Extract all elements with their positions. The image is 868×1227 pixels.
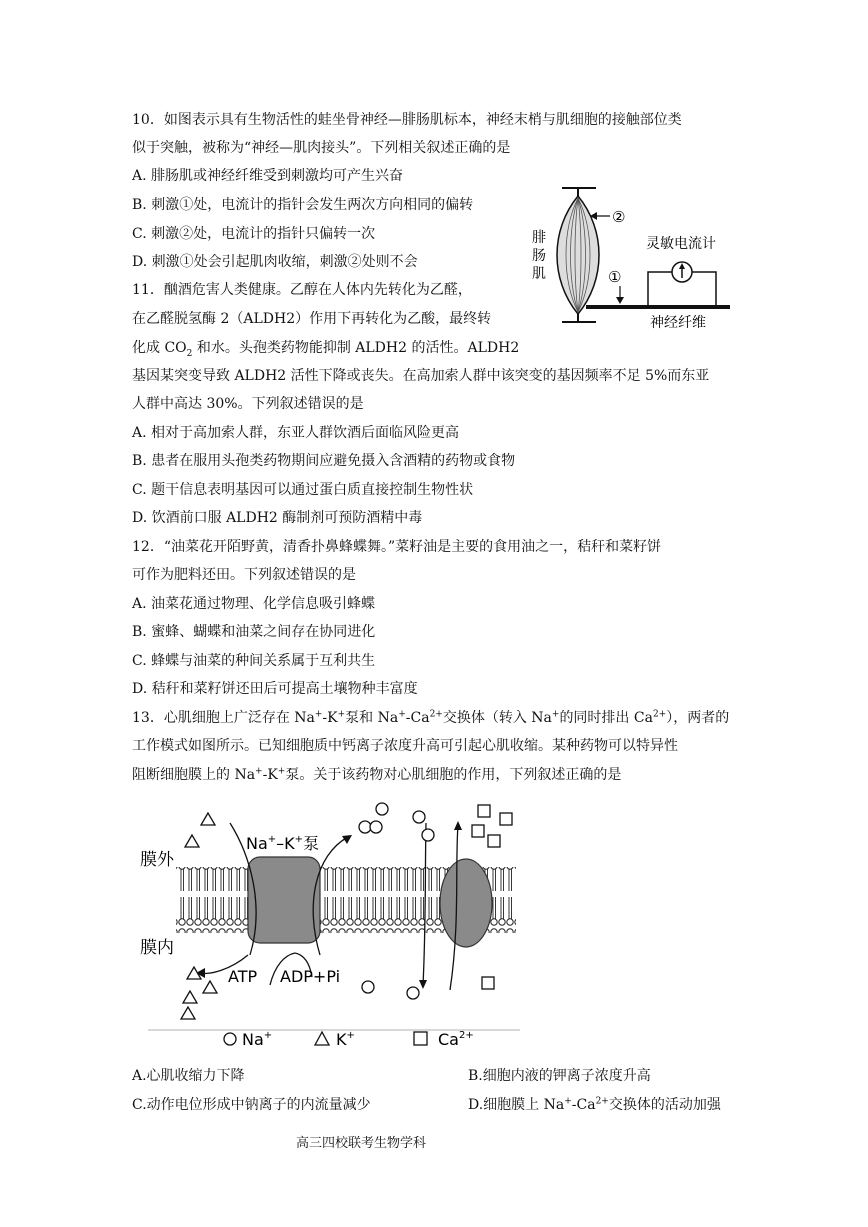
- membrane-transport-figure: [130, 795, 530, 1060]
- q13-stem-line2: 工作模式如图所示。已知细胞质中钙离子浓度升高可引起心肌收缩。某种药物可以特异性: [132, 738, 678, 754]
- q10-option-d: D. 刺激①处会引起肌肉收缩，刺激②处则不会: [132, 254, 418, 270]
- q11-stem-line2: 在乙醛脱氢酶 2（ALDH2）作用下再转化为乙酸，最终转: [132, 311, 492, 327]
- ca-ion-inside: [482, 977, 494, 989]
- legend-na-icon: [224, 1033, 236, 1045]
- legend-k-label: K+: [336, 1030, 355, 1049]
- q13-option-c: C.动作电位形成中钠离子的内流量减少: [132, 1097, 371, 1113]
- q10-option-c: C. 刺激②处，电流计的指针只偏转一次: [132, 226, 376, 242]
- nerve-fiber-label: 神经纤维: [650, 315, 706, 330]
- stimulus-point-1: ①: [608, 268, 622, 286]
- legend: [224, 1030, 474, 1049]
- q13-option-d: D.细胞膜上 $Na^+-Ca^{2+}$交换体的活动加强: [468, 1096, 721, 1113]
- q11-stem-line1: 11．酗酒危害人类健康。乙醇在人体内先转化为乙醛，: [132, 282, 472, 298]
- na-ca-exchanger: [440, 859, 492, 947]
- q12-option-d: D. 秸秆和菜籽饼还田后可提高土壤物种丰富度: [132, 681, 418, 697]
- q11-stem-line5: 人群中高达 30%。下列叙述错误的是: [132, 396, 364, 412]
- q12-option-b: B. 蜜蜂、蝴蝶和油菜之间存在协同进化: [132, 624, 376, 640]
- q11-option-c: C. 题干信息表明基因可以通过蛋白质直接控制生物性状: [132, 482, 474, 498]
- ca-ion-outside: [472, 805, 512, 847]
- q12-option-c: C. 蜂蝶与油菜的种间关系属于互利共生: [132, 653, 376, 669]
- q10-option-b: B. 刺激①处，电流计的指针会发生两次方向相同的偏转: [132, 197, 474, 213]
- adp-pi-label: ADP+Pi: [280, 967, 341, 986]
- muscle-shape: [557, 196, 599, 314]
- legend-k-icon: [315, 1032, 329, 1045]
- nerve-muscle-figure: [520, 180, 740, 330]
- galvanometer-icon: [672, 262, 692, 282]
- na-k-pump-label: Na+–K+泵: [246, 834, 320, 853]
- q11-stem-line3: 化成 $CO_2$ 和水。头孢类药物能抑制 ALDH2 的活性。ALDH2: [132, 340, 520, 359]
- q11-option-d: D. 饮酒前口服 ALDH2 酶制剂可预防酒精中毒: [132, 510, 423, 526]
- q10-stem-line1: 10．如图表示具有生物活性的蛙坐骨神经—腓肠肌标本，神经末梢与肌细胞的接触部位类: [132, 112, 682, 128]
- legend-na-label: Na+: [242, 1030, 273, 1049]
- galvanometer-label: 灵敏电流计: [646, 236, 716, 252]
- na-k-pump: [248, 857, 320, 943]
- q11-stem-line4: 基因某突变导致 ALDH2 活性下降或丧失。在高加索人群中该突变的基因频率不足 5%而东亚: [132, 368, 710, 384]
- k-ion-outside: [185, 813, 215, 847]
- inside-membrane-label: 膜内: [140, 938, 174, 958]
- na-ion-inside: [362, 981, 419, 999]
- q10-option-a: A. 腓肠肌或神经纤维受到刺激均可产生兴奋: [132, 168, 404, 184]
- q11-option-a: A. 相对于高加索人群，东亚人群饮酒后面临风险更高: [132, 425, 460, 441]
- na-ion-outside: [359, 803, 434, 841]
- k-ion-inside: [181, 967, 217, 1019]
- muscle-label-3: 肌: [532, 266, 546, 282]
- page-footer: 高三四校联考生物学科: [296, 1136, 427, 1151]
- q12-stem-line2: 可作为肥料还田。下列叙述错误的是: [132, 567, 356, 583]
- stimulus-point-2: ②: [612, 208, 626, 226]
- atp-label: ATP: [228, 967, 258, 986]
- q13-option-a: A.心肌收缩力下降: [132, 1068, 245, 1084]
- outside-membrane-label: 膜外: [140, 850, 174, 870]
- q10-stem-line2: 似于突触，被称为“神经—肌肉接头”。下列相关叙述正确的是: [132, 140, 511, 156]
- q13-stem-line3: 阻断细胞膜上的 Na+-K+泵。关于该药物对心肌细胞的作用，下列叙述正确的是: [132, 766, 622, 783]
- legend-ca-label: $Ca^{2+}$: [438, 1030, 474, 1049]
- muscle-label-2: 肠: [532, 248, 546, 264]
- q12-stem-line1: 12．“油菜花开陌野黄，清香扑鼻蜂蝶舞。”菜籽油是主要的食用油之一，秸秆和菜籽饼: [132, 539, 662, 555]
- muscle-label-1: 腓: [532, 230, 546, 246]
- q13-option-b: B.细胞内液的钾离子浓度升高: [468, 1068, 651, 1084]
- q13-stem-line1: 13．心肌细胞上广泛存在 Na+-K+泵和 $Na^+-Ca^{2+}$交换体（转入 Na+的同时排出 $Ca^{2+}$），两者的: [132, 709, 730, 726]
- legend-ca-icon: [414, 1032, 427, 1045]
- q11-option-b: B. 患者在服用头孢类药物期间应避免摄入含酒精的药物或食物: [132, 453, 516, 469]
- q12-option-a: A. 油菜花通过物理、化学信息吸引蜂蝶: [132, 596, 376, 612]
